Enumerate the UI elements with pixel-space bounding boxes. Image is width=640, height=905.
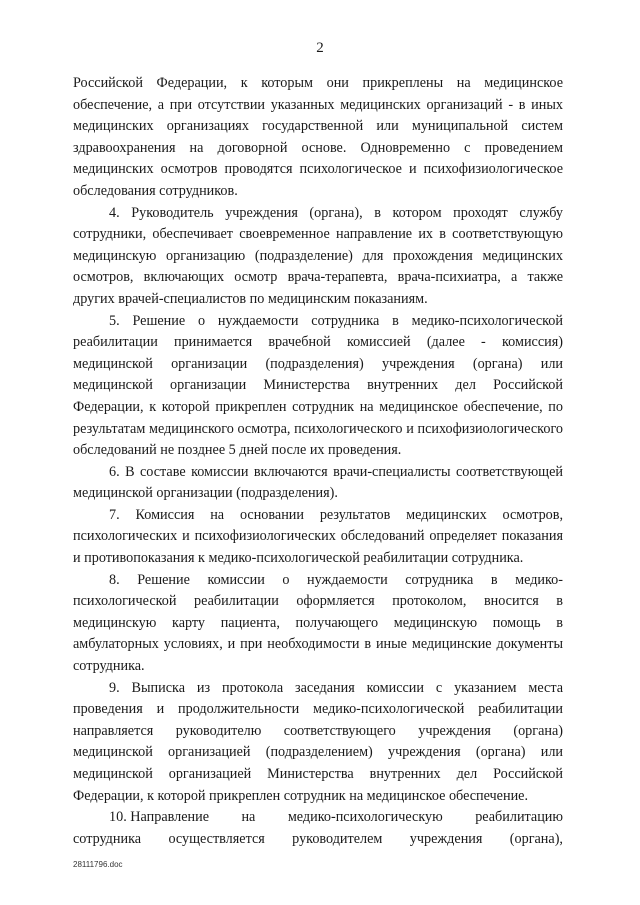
paragraph-continuation: Российской Федерации, к которым они прикреплены на медицинское обеспечение, а при отсутствии указанных медицинских организаций - в иных медицинских организациях государственной или муниципальной систем здравоохранения на договорной основе. Одновременно с проведением медицинских осмотров проводятся психологическое и психофизиологическое обследования сотрудников.: [73, 75, 563, 199]
paragraph-10-line-2: [73, 829, 563, 851]
paragraph-10-word: 10. Направление: [109, 809, 209, 826]
file-name-footer: 28111796.doc: [73, 860, 123, 869]
paragraph-10: [73, 807, 563, 850]
paragraph-10-word: медико-психологическую: [287, 809, 443, 826]
paragraph-10-line-1: [73, 807, 563, 829]
paragraph-6: 6. В составе комиссии включаются врачи-специалисты соответствующей медицинской организации (подразделения).: [73, 463, 563, 502]
paragraph-10-word: (органа),: [509, 830, 563, 847]
paragraph-10-word: сотрудника: [73, 830, 142, 847]
paragraph-10-word: руководителем: [292, 830, 383, 847]
page-number: 2: [316, 40, 324, 56]
paragraph-5: 5. Решение о нуждаемости сотрудника в медико-психологической реабилитации принимается врачебной комиссией (далее - комиссия) медицинской организации (подразделения) учреждения (органа) или медицинской организации Министерства внутренних дел Российской Федерации, к которой прикреплен сотрудник на медицинское обеспечение, по результатам медицинского осмотра, психологического и психофизиологического обследований не позднее 5 дней после их проведения.: [73, 312, 563, 459]
paragraph-4: 4. Руководитель учреждения (органа), в котором проходят службу сотрудники, обеспечивает своевременное направление их в соответствующую медицинскую организацию (подразделение) для прохождения медицинских осмотров, включающих осмотр врача-терапевта, врача-психиатра, а также других врачей-специалистов по медицинским показаниям.: [73, 204, 563, 307]
paragraph-8: 8. Решение комиссии о нуждаемости сотрудника в медико-психологической реабилитации оформляется протоколом, вносится в медицинскую карту пациента, получающего медицинскую помощь в амбулаторных условиях, и при необходимости в иные медицинские документы сотрудника.: [73, 571, 563, 675]
paragraph-9: 9. Выписка из протокола заседания комиссии с указанием места проведения и продолжительности медико-психологической реабилитации направляется руководителю соответствующего учреждения (органа) медицинской организацией (подразделением) учреждения (органа) или медицинской организацией Министерства внутренних дел Российской Федерации, к которой прикреплен сотрудник на медицинское обеспечение.: [73, 679, 563, 804]
paragraph-7: 7. Комиссия на основании результатов медицинских осмотров, психологических и психофизиологических обследований определяет показания и противопоказания к медико-психологической реабилитации сотрудника.: [73, 506, 563, 567]
document-body: [73, 73, 563, 850]
paragraph-10-word: осуществляется: [168, 830, 265, 847]
paragraph-10-word: на: [241, 809, 256, 826]
paragraph-10-word: учреждения: [409, 830, 483, 847]
paragraph-10-word: реабилитацию: [475, 809, 563, 826]
